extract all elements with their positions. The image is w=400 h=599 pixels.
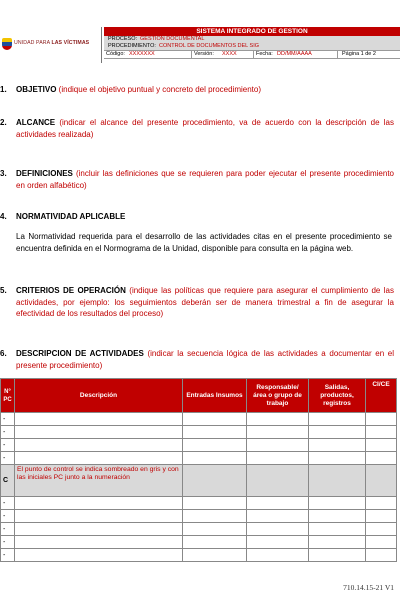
row-mark: - [1,439,15,452]
table-row [1,536,397,549]
proceso-value: GESTION DOCUMENTAL [140,36,205,42]
col-header-responsable: Responsable/ área o grupo de trabajo [247,379,309,413]
section-hint: (incluir las definiciones que se requieren para poder ejecutar el presente procedimiento en orden alfabético) [16,169,394,190]
control-point-row [1,465,397,497]
section-number: 5. [0,286,7,295]
section-number: 6. [0,349,7,358]
procedimiento-value: CONTROL DE DOCUMENTOS DEL SIG [159,43,260,49]
col-header-entradas: Entradas Insumos [183,379,247,413]
col-header-cice: CI/CE [366,379,397,413]
col-header-descripcion: Descripción [15,379,183,413]
codigo-value: XXXXXXX [129,51,155,57]
table-header-row [1,379,397,413]
section-objetivo [0,84,394,96]
section-title: ALCANCE [16,118,56,127]
logo-divider [101,27,102,63]
section-actividades [0,348,394,371]
col-header-salidas: Salidas, productos, registros [309,379,366,413]
proceso-label: PROCESO: [108,36,138,42]
codigo-label: Código: [106,51,125,57]
table-row [1,549,397,562]
fecha-value: DD/MM/AAAA [277,51,312,57]
logo-prefix: UNIDAD PARA [14,40,52,46]
table-row [1,439,397,452]
table-row [1,413,397,426]
row-mark: - [1,413,15,426]
section-definiciones [0,168,394,191]
logo-strong: LAS VÍCTIMAS [51,40,90,46]
table-row [1,452,397,465]
section-title: DESCRIPCION DE ACTIVIDADES [16,349,144,358]
table-row [1,497,397,510]
codigo-row [104,50,400,59]
header-info [104,27,400,63]
proceso-row [104,36,400,43]
procedimiento-row [104,43,400,50]
section-hint: (indicar la secuencia lógica de las actividades a documentar en el presente procedimiento) [16,349,394,370]
row-mark: - [1,426,15,439]
page-number: Página 1 de 2 [342,51,376,57]
table-row [1,510,397,523]
section-title: NORMATIVIDAD APLICABLE [16,212,126,221]
section-title: OBJETIVO [16,85,57,94]
section-normatividad [0,211,394,223]
system-title: SISTEMA INTEGRADO DE GESTION [104,27,400,36]
row-mark: - [1,523,15,536]
table-row [1,523,397,536]
normatividad-body: La Normatividad requerida para el desarrollo de las actividades citas en el presente procedimiento se encuentra definida en el Normograma de la Unidad, disponible para consulta en la página web. [16,232,392,253]
fecha-label: Fecha: [256,51,273,57]
document-header [0,27,400,63]
row-mark: - [1,510,15,523]
document-code: 710.14.15-21 V1 [343,583,394,592]
pc-note: El punto de control se indica sombreado en gris y con las iniciales PC junto a la numeración [15,465,183,497]
section-hint: (indique el objetivo puntual y concreto del procedimiento) [56,85,262,94]
section-number: 4. [0,212,7,221]
row-mark: - [1,536,15,549]
table-row [1,426,397,439]
section-title: DEFINICIONES [16,169,73,178]
col-header-no: N° PC [1,379,15,413]
section-alcance [0,117,394,140]
row-mark: - [1,549,15,562]
unidad-victimas-logo [0,27,100,63]
section-hint: (indique las políticas que requiere para asegurar el cumplimiento de las actividades, por ejemplo: los seguimientos deberán ser de manera trimestral a fin de asegurar la efectividad de los resultados del proceso) [16,286,394,318]
procedimiento-label: PROCEDIMIENTO: [108,43,156,49]
version-value: XXXX [222,51,237,57]
pc-marker: C [1,465,15,497]
section-hint: (indicar el alcance del presente procedimiento, va de acuerdo con la descripción de las actividades realizada) [16,118,394,139]
row-mark: - [1,452,15,465]
section-number: 2. [0,118,7,127]
section-title: CRITERIOS DE OPERACIÓN [16,286,126,295]
section-criterios [0,285,394,320]
section-number: 1. [0,85,7,94]
row-mark: - [1,497,15,510]
section-number: 3. [0,169,7,178]
version-label: Versión: [194,51,214,57]
activities-table [0,378,397,562]
colombia-shield-icon [2,38,12,50]
